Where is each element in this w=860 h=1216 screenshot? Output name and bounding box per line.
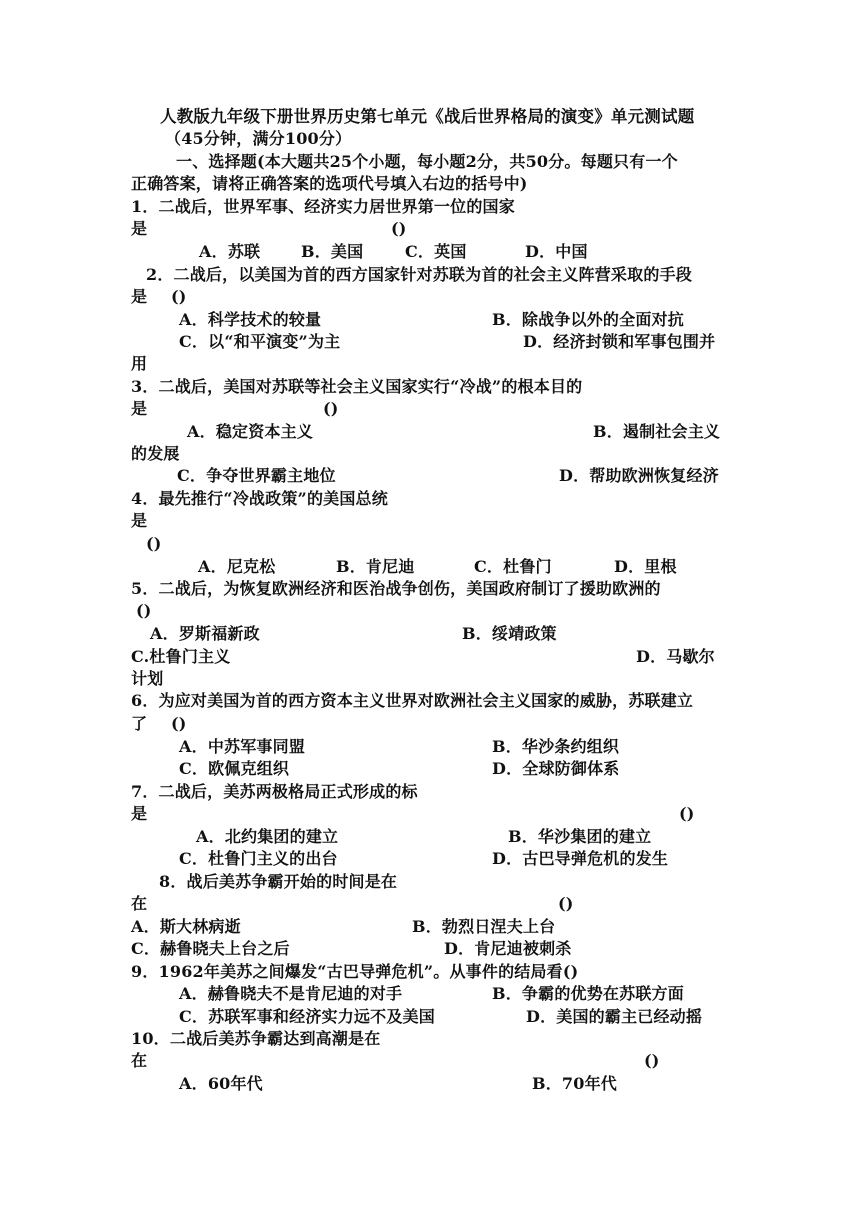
- question-3-stem-cont: 是: [131, 399, 148, 418]
- question-3-option-b[interactable]: B．遏制社会主义: [593, 422, 721, 441]
- question-4-option-d[interactable]: D．里根: [614, 557, 677, 576]
- question-7-option-b[interactable]: B．华沙集团的建立: [508, 827, 652, 846]
- question-3-option-c[interactable]: C．争夺世界霸主地位: [177, 466, 336, 485]
- question-5-answer-bracket[interactable]: (): [136, 601, 152, 620]
- question-8-stem: 8．战后美苏争霸开始的时间是在: [159, 872, 398, 891]
- question-6-option-a[interactable]: A．中苏军事同盟: [179, 737, 306, 756]
- question-9-option-c[interactable]: C．苏联军事和经济实力远不及美国: [179, 1007, 435, 1026]
- section-heading-cont: 正确答案，请将正确答案的选项代号填入右边的括号中): [131, 174, 528, 193]
- question-8-option-b[interactable]: B．勃烈日涅夫上台: [412, 917, 556, 936]
- question-6-stem: 6．为应对美国为首的西方资本主义世界对欧洲社会主义国家的威胁，苏联建立: [131, 691, 694, 710]
- question-10-option-b[interactable]: B．70年代: [532, 1074, 617, 1093]
- question-9-option-a[interactable]: A．赫鲁晓夫不是肯尼迪的对手: [179, 984, 403, 1003]
- question-7-option-a[interactable]: A．北约集团的建立: [196, 827, 339, 846]
- question-6-option-c[interactable]: C．欧佩克组织: [179, 759, 290, 778]
- question-3-stem: 3．二战后，美国对苏联等社会主义国家实行“冷战”的根本目的: [131, 377, 583, 396]
- question-7-stem-cont: 是: [131, 804, 148, 823]
- question-10-stem-cont: 在: [131, 1051, 148, 1070]
- question-7-option-c[interactable]: C．杜鲁门主义的出台: [179, 849, 338, 868]
- question-2-option-c[interactable]: C．以“和平演变”为主: [179, 332, 341, 351]
- question-1-stem-cont: 是: [131, 219, 148, 238]
- question-4-option-b[interactable]: B．肯尼迪: [336, 557, 415, 576]
- section-heading: 一、选择题(本大题共25个小题，每小题2分，共50分。每题只有一个: [176, 152, 678, 171]
- question-4-option-c[interactable]: C．杜鲁门: [474, 557, 552, 576]
- question-5-stem: 5．二战后，为恢复欧洲经济和医治战争创伤，美国政府制订了援助欧洲的: [131, 579, 661, 598]
- question-7-answer-bracket[interactable]: (): [679, 804, 695, 823]
- question-5-option-b[interactable]: B．绥靖政策: [462, 624, 557, 643]
- question-4-option-a[interactable]: A．尼克松: [198, 557, 276, 576]
- question-3-option-b-cont: 的发展: [131, 444, 180, 463]
- question-4-stem-cont: 是: [131, 511, 148, 530]
- question-2-stem-cont: 是: [131, 287, 148, 306]
- question-10-stem: 10．二战后美苏争霸达到高潮是在: [131, 1029, 381, 1048]
- question-2-option-b[interactable]: B．除战争以外的全面对抗: [492, 310, 684, 329]
- question-8-answer-bracket[interactable]: (): [558, 894, 574, 913]
- question-9-option-b[interactable]: B．争霸的优势在苏联方面: [492, 984, 684, 1003]
- question-7-stem: 7．二战后，美苏两极格局正式形成的标: [131, 782, 418, 801]
- question-4-stem: 4．最先推行“冷战政策”的美国总统: [131, 489, 388, 508]
- question-1-option-a[interactable]: A．苏联: [199, 242, 261, 261]
- question-6-option-b[interactable]: B．华沙条约组织: [492, 737, 620, 756]
- question-1-option-d[interactable]: D．中国: [525, 242, 588, 261]
- question-1-answer-bracket[interactable]: (): [391, 219, 407, 238]
- question-8-stem-cont: 在: [131, 894, 148, 913]
- question-1-option-b[interactable]: B．美国: [301, 242, 364, 261]
- question-3-option-a[interactable]: A．稳定资本主义: [187, 422, 314, 441]
- question-6-stem-cont: 了: [131, 714, 148, 733]
- exam-subtitle: （45分钟，满分100分）: [165, 129, 352, 148]
- question-8-option-c[interactable]: C．赫鲁晓夫上台之后: [131, 939, 290, 958]
- question-5-option-c[interactable]: C.杜鲁门主义: [131, 647, 231, 666]
- question-3-option-d[interactable]: D．帮助欧洲恢复经济: [559, 466, 719, 485]
- question-5-option-d[interactable]: D．马歇尔: [636, 647, 715, 666]
- question-2-stem: 2．二战后，以美国为首的西方国家针对苏联为首的社会主义阵营采取的手段: [146, 265, 692, 284]
- question-5-option-a[interactable]: A．罗斯福新政: [150, 624, 260, 643]
- question-8-option-a[interactable]: A．斯大林病逝: [131, 917, 241, 936]
- question-5-option-d-cont: 计划: [131, 669, 164, 688]
- question-3-answer-bracket[interactable]: (): [323, 399, 339, 418]
- question-10-option-a[interactable]: A．60年代: [179, 1074, 263, 1093]
- question-10-answer-bracket[interactable]: (): [644, 1051, 660, 1070]
- question-2-option-d[interactable]: D．经济封锁和军事包围并: [523, 332, 716, 351]
- question-8-option-d[interactable]: D．肯尼迪被刺杀: [444, 939, 572, 958]
- question-1-option-c[interactable]: C．英国: [405, 242, 467, 261]
- question-9-option-d[interactable]: D．美国的霸主已经动摇: [526, 1007, 703, 1026]
- question-2-answer-bracket[interactable]: (): [171, 287, 187, 306]
- question-2-option-a[interactable]: A．科学技术的较量: [179, 310, 322, 329]
- question-4-answer-bracket[interactable]: (): [146, 534, 162, 553]
- question-7-option-d[interactable]: D．古巴导弹危机的发生: [492, 849, 669, 868]
- question-6-answer-bracket[interactable]: (): [171, 714, 187, 733]
- exam-title: 人教版九年级下册世界历史第七单元《战后世界格局的演变》单元测试题: [160, 107, 695, 126]
- question-6-option-d[interactable]: D．全球防御体系: [492, 759, 620, 778]
- question-9-stem: 9．1962年美苏之间爆发“古巴导弹危机”。从事件的结局看(): [131, 962, 579, 981]
- question-1-stem: 1．二战后，世界军事、经济实力居世界第一位的国家: [131, 197, 515, 216]
- question-2-option-d-cont: 用: [131, 354, 148, 373]
